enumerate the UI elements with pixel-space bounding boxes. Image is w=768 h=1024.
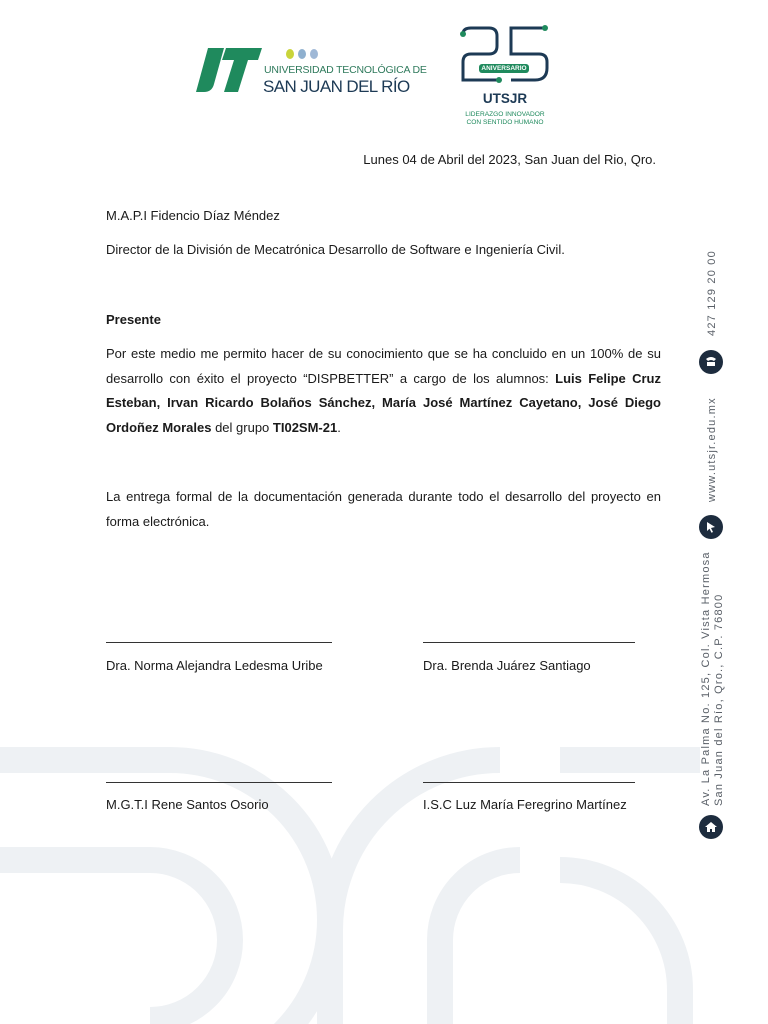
phone-icon xyxy=(699,350,723,374)
signature-name: I.S.C Luz María Feregrino Martínez xyxy=(423,797,627,812)
contact-address-line-2: San Juan del Río, Qro., C.P. 76800 xyxy=(713,593,725,806)
paragraph-1-group-text: del grupo xyxy=(211,419,273,435)
anniversary-label: ANIVERSARIO xyxy=(479,64,529,73)
anniversary-motto-line-2: CON SENTIDO HUMANO xyxy=(466,119,544,126)
paragraph-1-end: . xyxy=(337,419,341,435)
anniversary-motto xyxy=(455,111,555,127)
ut-logo-city: SAN JUAN DEL RÍO xyxy=(263,77,410,96)
signature-line xyxy=(423,642,635,643)
signature-line xyxy=(423,782,635,783)
signature-line xyxy=(106,642,332,643)
ut-logo-university: UNIVERSIDAD TECNOLÓGICA DE xyxy=(264,64,427,76)
paragraph-1-intro: Por este medio me permito hacer de su conocimiento que se ha concluido en un 100% de su desarrollo con éxito el proyecto “DISPBETTER” a cargo de los alumnos: xyxy=(106,346,661,386)
ut-logo-dots-icon xyxy=(284,48,326,60)
contact-phone: 427 129 20 00 xyxy=(706,250,718,336)
date-line: Lunes 04 de Abril del 2023, San Juan del Rio, Qro. xyxy=(363,152,656,167)
group-code: TI02SM-21 xyxy=(272,419,338,435)
ut-logo-mark-icon xyxy=(196,44,266,96)
ut-logo xyxy=(196,44,427,100)
anniversary-motto-line-1: LIDERAZGO INNOVADOR xyxy=(465,111,545,118)
cursor-icon xyxy=(699,515,723,539)
body-paragraph-1 xyxy=(106,342,661,440)
student-names: Luis Felipe Cruz Esteban, Irvan Ricardo Bolaños Sánchez, María José Martínez Cayetano, José Diego Ordoñez Morales xyxy=(106,370,661,435)
body-paragraph-2: La entrega formal de la documentación generada durante todo el desarrollo del proyecto en forma electrónica. xyxy=(106,489,661,529)
signature-name: M.G.T.I Rene Santos Osorio xyxy=(106,797,269,812)
contact-address-line-1: Av. La Palma No. 125, Col. Vista Hermosa xyxy=(700,551,712,806)
recipient-role: Director de la División de Mecatrónica Desarrollo de Software e Ingeniería Civil. xyxy=(106,242,565,257)
contact-sidebar xyxy=(690,240,740,850)
signature-name: Dra. Norma Alejandra Ledesma Uribe xyxy=(106,658,323,673)
home-icon xyxy=(699,815,723,839)
contact-web: www.utsjr.edu.mx xyxy=(706,397,718,502)
anniversary-logo xyxy=(455,24,555,134)
anniversary-25-icon xyxy=(455,24,555,90)
anniversary-name: UTSJR xyxy=(482,91,528,106)
recipient-name: M.A.P.I Fidencio Díaz Méndez xyxy=(106,208,280,223)
signature-line xyxy=(106,782,332,783)
salutation: Presente xyxy=(106,312,161,327)
signature-name: Dra. Brenda Juárez Santiago xyxy=(423,658,591,673)
